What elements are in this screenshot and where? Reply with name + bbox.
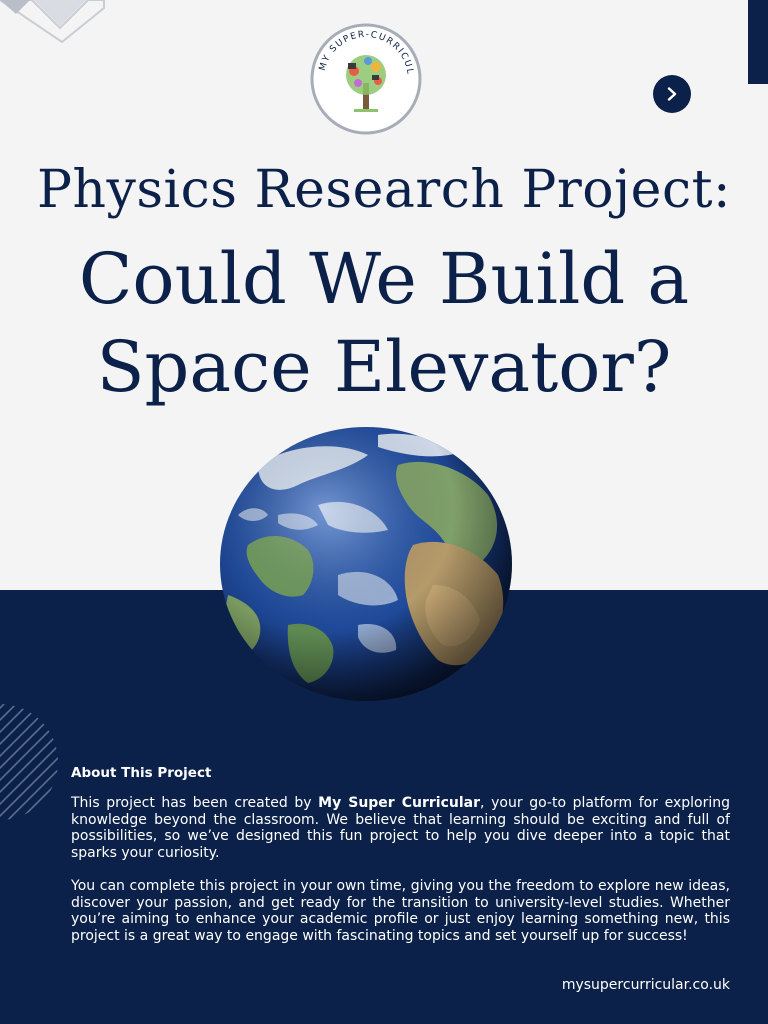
about-p1-intro: This project has been created by — [71, 795, 319, 811]
corner-decoration — [0, 0, 110, 45]
page-subtitle: Physics Research Project: — [37, 160, 731, 220]
edge-accent-bar — [748, 0, 768, 84]
page-title — [0, 235, 768, 411]
about-p1-rest: , your go-to platform for exploring knowledge beyond the classroom. We believe that learning should be exciting and full of possibilities, so we’ve designed this fun project to help you dive deeper into a topic that sparks your curiosity. — [71, 795, 731, 861]
chevron-right-icon — [665, 87, 679, 101]
page-title-line-1: Could We Build a — [78, 238, 690, 320]
page-title-line-2: Space Elevator? — [96, 326, 672, 408]
logo — [306, 23, 426, 135]
stripe-decoration — [0, 672, 60, 852]
about-content — [71, 765, 730, 961]
about-paragraph-2: You can complete this project in your own time, giving you the freedom to explore new ideas, discover your passion, and get ready for the transition to university-level studies. Whether you’re aiming to enhance your academic profile or just enjoy learning something new, this project is a great way to engage with fascinating topics and set yourself up for success! — [71, 878, 730, 944]
earth-globe-image — [218, 425, 514, 703]
brand-name: My Super Curricular — [318, 795, 481, 811]
next-button[interactable] — [653, 75, 691, 113]
website-link[interactable]: mysupercurricular.co.uk — [561, 977, 730, 993]
logo-ring-text: MY SUPER-CURRICUL — [317, 29, 415, 77]
about-heading: About This Project — [71, 765, 212, 781]
about-paragraph-1 — [71, 795, 730, 861]
